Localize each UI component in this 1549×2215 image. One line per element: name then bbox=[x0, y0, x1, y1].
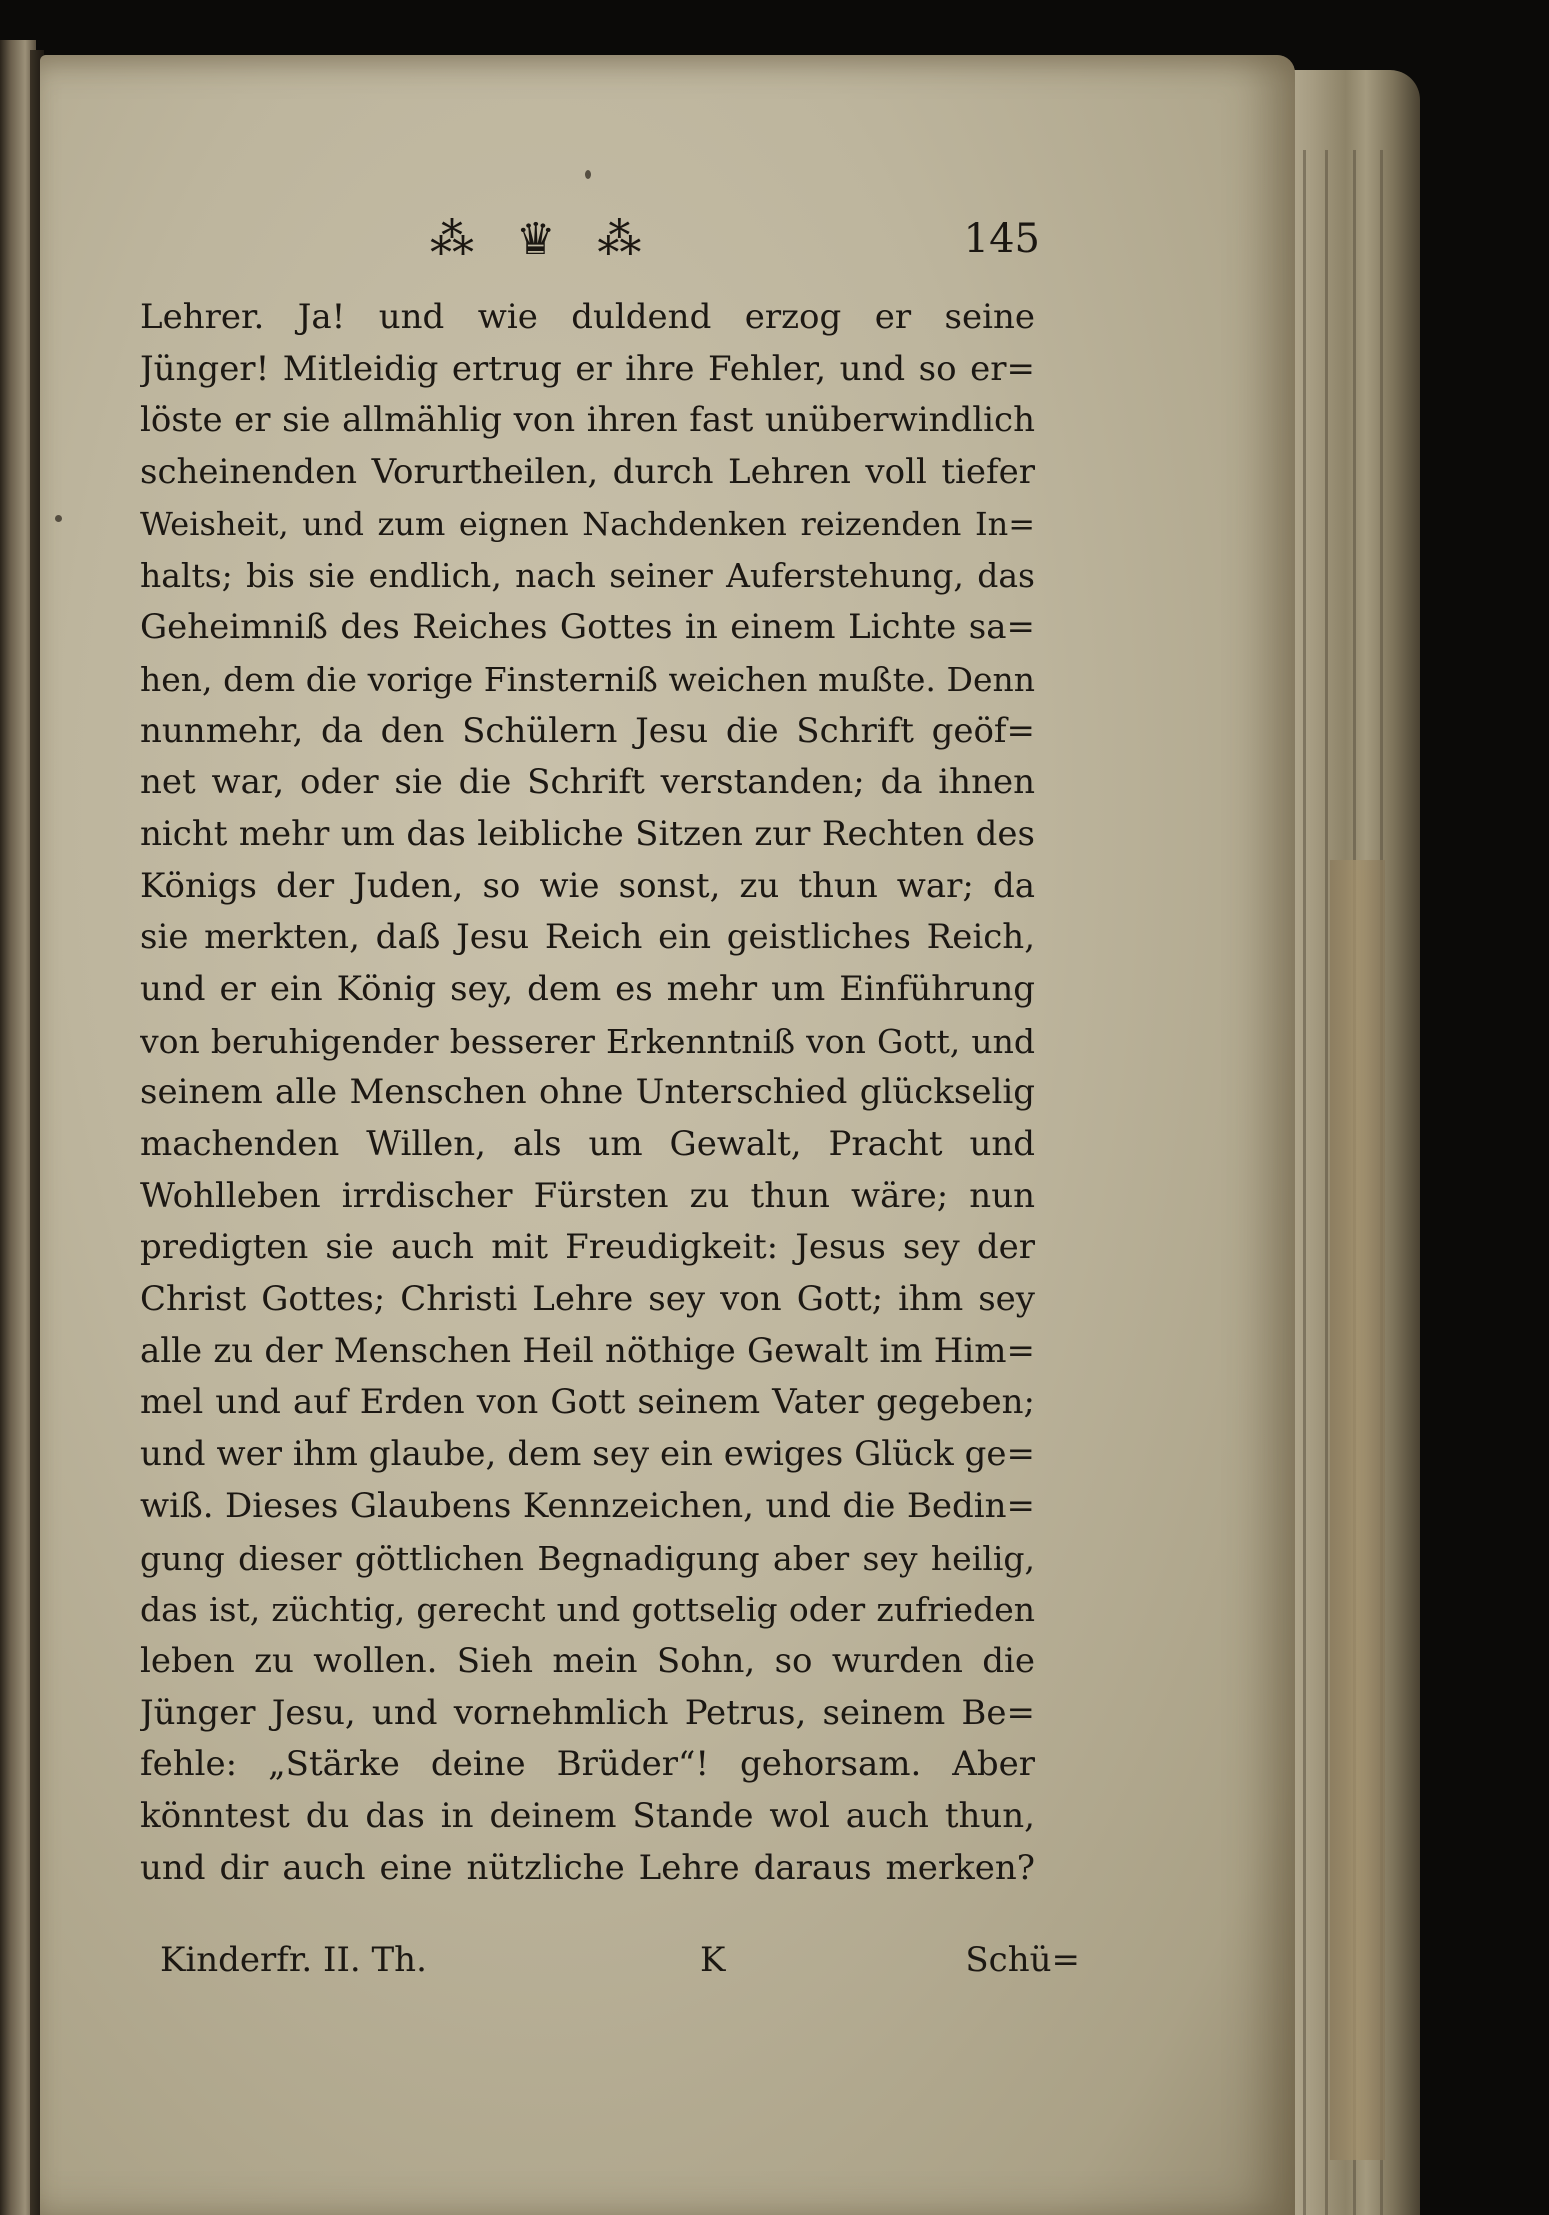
text-line: leben zu wollen. Sieh mein Sohn, so wurden die bbox=[140, 1640, 1035, 1681]
text-line: Geheimniß des Reiches Gottes in einem Lichte sa= bbox=[140, 607, 1035, 648]
text-line: net war, oder sie die Schrift verstanden; da ihnen bbox=[140, 762, 1035, 803]
text-line: und er ein König sey, dem es mehr um Einführung bbox=[140, 968, 1035, 1009]
text-line: alle zu der Menschen Heil nöthige Gewalt im Him= bbox=[140, 1330, 1035, 1371]
printer-signature: Kinderfr. II. Th. bbox=[160, 1940, 427, 1980]
header-ornament: ⁂ ♛ ⁂ bbox=[430, 214, 656, 265]
text-line: Jünger! Mitleidig ertrug er ihre Fehler, und so er= bbox=[140, 348, 1035, 389]
text-line: Weisheit, und zum eignen Nachdenken reizenden In= bbox=[140, 504, 1035, 543]
text-line: seinem alle Menschen ohne Unterschied glückselig bbox=[140, 1072, 1035, 1113]
text-line: scheinenden Vorurtheilen, durch Lehren voll tiefer bbox=[140, 452, 1035, 493]
page-footer bbox=[160, 1940, 1080, 2000]
text-line: machenden Willen, als um Gewalt, Pracht und bbox=[140, 1124, 1035, 1164]
fore-edge-line bbox=[1325, 150, 1328, 2215]
ink-speck bbox=[585, 170, 591, 179]
fore-edge-line bbox=[1303, 150, 1306, 2215]
page-body-text bbox=[140, 292, 1035, 1894]
text-line: Königs der Juden, so wie sonst, zu thun war; da bbox=[140, 865, 1035, 906]
text-line: löste er sie allmählig von ihren fast unüberwindlich bbox=[140, 400, 1035, 441]
text-line: könntest du das in deinem Stande wol auch thun, bbox=[140, 1795, 1035, 1836]
text-line: mel und auf Erden von Gott seinem Vater gegeben; bbox=[140, 1382, 1035, 1423]
text-line: gung dieser göttlichen Begnadigung aber sey heilig, bbox=[140, 1538, 1035, 1578]
text-line: Wohlleben irrdischer Fürsten zu thun wäre; nun bbox=[140, 1175, 1035, 1216]
catchword: Schü= bbox=[965, 1940, 1080, 1980]
text-line: das ist, züchtig, gerecht und gottselig oder zufrieden bbox=[140, 1590, 1035, 1630]
text-line: von beruhigender besserer Erkenntniß von Gott, und bbox=[140, 1021, 1035, 1061]
running-header bbox=[430, 208, 1040, 278]
fore-edge-stain bbox=[1330, 860, 1385, 2160]
text-line: hen, dem die vorige Finsterniß weichen mußte. Denn bbox=[140, 659, 1035, 699]
text-line: Christ Gottes; Christi Lehre sey von Gott; ihm sey bbox=[140, 1279, 1035, 1320]
text-line: nunmehr, da den Schülern Jesu die Schrift geöf= bbox=[140, 710, 1035, 751]
text-line: sie merkten, daß Jesu Reich ein geistliches Reich, bbox=[140, 917, 1035, 958]
text-line: fehle: „Stärke deine Brüder“! gehorsam. Aber bbox=[140, 1744, 1035, 1785]
text-line: und dir auch eine nützliche Lehre daraus merken? bbox=[140, 1847, 1035, 1888]
ink-speck bbox=[55, 515, 62, 522]
text-line: predigten sie auch mit Freudigkeit: Jesus sey der bbox=[140, 1227, 1035, 1268]
signature-mark: K bbox=[700, 1940, 726, 1980]
text-line: Lehrer. Ja! und wie duldend erzog er seine bbox=[140, 297, 1035, 337]
text-line: wiß. Dieses Glaubens Kennzeichen, und die Bedin= bbox=[140, 1485, 1035, 1526]
page-number: 145 bbox=[963, 216, 1040, 262]
text-line: und wer ihm glaube, dem sey ein ewiges Glück ge= bbox=[140, 1434, 1035, 1475]
text-line: nicht mehr um das leibliche Sitzen zur Rechten des bbox=[140, 813, 1035, 854]
text-line: Jünger Jesu, und vornehmlich Petrus, seinem Be= bbox=[140, 1692, 1035, 1733]
text-line: halts; bis sie endlich, nach seiner Auferstehung, das bbox=[140, 556, 1035, 596]
